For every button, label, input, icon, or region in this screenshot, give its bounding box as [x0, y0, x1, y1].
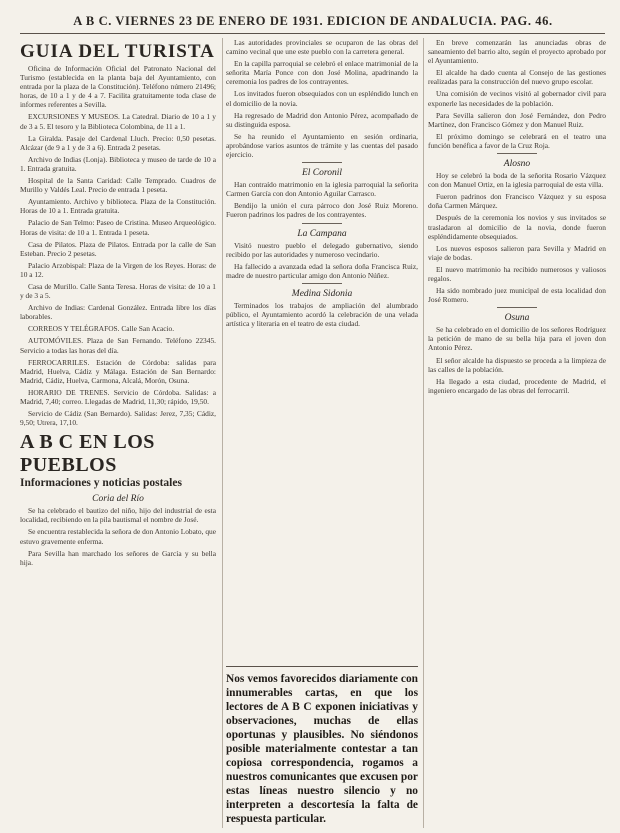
town-heading: Coria del Río — [92, 494, 144, 505]
paragraph: La Giralda. Pasaje del Cardenal Lluch. Precio: 0,50 pesetas. Alcázar (de 9 a 1 y de 3 a 6). Entrada 2 pesetas. — [20, 133, 216, 152]
paragraph: El alcalde ha dado cuenta al Consejo de las gestiones realizadas para la construcción del nuevo grupo escolar. — [428, 68, 606, 87]
column-1 — [20, 38, 216, 830]
header-rule — [20, 33, 605, 34]
paragraph: Después de la ceremonia los novios y sus invitados se trasladaron al domicilio de la novia, donde fueron espléndidamente obsequiados. — [428, 213, 606, 241]
column-3 — [428, 38, 606, 830]
paragraph: Ha llegado a esta ciudad, procedente de Madrid, el ingeniero encargado de las obras del ferrocarril. — [428, 376, 606, 395]
paragraph: El próximo domingo se celebrará en el teatro una función benéfica a favor de la Cruz Roja. — [428, 131, 606, 150]
column-2 — [226, 38, 418, 668]
town-heading: La Campana — [297, 228, 347, 239]
paragraph: Fueron padrinos don Francisco Vázquez y su esposa doña Carmen Márquez. — [428, 192, 606, 211]
column-divider — [423, 38, 424, 828]
paragraph: Servicio de Cádiz (San Bernardo). Salidas: Jerez, 7,35; Cádiz, 9,50; Utrera, 17,10. — [20, 409, 216, 428]
readers-notice: Nos vemos favorecidos diariamente con innumerables cartas, en que los lectores de A B C exponen iniciativas y observaciones, muchas de ellas oportunas y plausibles. No siéndonos posible materialmente contestar a tan copiosa correspondencia, rogamos a nuestros comunicantes que excusen por estas líneas nuestro silencio y no interpreten a descortesía la falta de respuesta particular. — [226, 673, 418, 825]
paragraph: Bendijo la unión el cura párroco don José Ruiz Moreno. Fueron padrinos los padres de los contrayentes. — [226, 201, 418, 220]
paragraph: Se ha reunido el Ayuntamiento en sesión ordinaria, aprobándose varios asuntos de trámite y las cuentas del pasado ejercicio. — [226, 131, 418, 160]
guide-title: GUIA DEL TURISTA — [20, 41, 215, 62]
divider — [302, 283, 342, 284]
town-heading: El Coronil — [301, 168, 343, 179]
paragraph: Casa de Murillo. Calle Santa Teresa. Horas de visita: de 10 a 1 y de 3 a 5. — [20, 281, 216, 301]
paragraph: HORARIO DE TRENES. Servicio de Córdoba. Salidas: a Madrid, 7,40; correo. Llegadas de Madrid, 11,30; rápido, 19,50. — [20, 387, 216, 406]
paragraph: El señor alcalde ha dispuesto se proceda a la limpieza de las calles de la población. — [428, 355, 606, 374]
paragraph: FERROCARRILES. Estación de Córdoba: salidas para Madrid, Huelva, Cádiz y Málaga. Estación de San Bernardo: Madrid, Cádiz, Huelva, Carmona, Alcalá, Morón, Osuna. — [20, 357, 216, 385]
paragraph: Las autoridades provinciales se ocuparon de las obras del camino vecinal que une este pueblo con la carretera general. — [226, 38, 418, 57]
paragraph: Para Sevilla han marchado los señores de García y su bella hija. — [20, 548, 216, 567]
paragraph: Visitó nuestro pueblo el delegado gubernativo, siendo recibido por las autoridades y numeroso vecindario. — [226, 240, 418, 259]
notice-rule — [226, 666, 418, 667]
paragraph: Oficina de Información Oficial del Patronato Nacional del Turismo (establecida en la planta baja del Ayuntamiento, con entrada por la plaza de la Constitución). Teléfono número 21496; horas, de 10 a 1 y de 4 a 7. Facilita gratuitamente toda clase de informes referentes a Sevilla. — [20, 64, 216, 110]
divider — [497, 153, 537, 154]
divider — [302, 223, 342, 224]
page-header: A B C. VIERNES 23 DE ENERO DE 1931. EDICION DE ANDALUCIA. PAG. 46. — [73, 14, 553, 28]
paragraph: Archivo de Indias: Cardenal González. Entrada libre los días laborables. — [20, 303, 216, 322]
paragraph: Para Sevilla salieron don José Fernández, don Pedro Martínez, don Francisco Gómez y don Manuel Ruiz. — [428, 110, 606, 129]
divider — [497, 307, 537, 308]
paragraph: Ha fallecido a avanzada edad la señora doña Francisca Ruiz, madre de nuestro particular amigo don Antonio Núñez. — [226, 261, 418, 280]
paragraph: Hospital de la Santa Caridad: Calle Temprado. Cuadros de Murillo y Valdés Leal. Precio de entrada 1 peseta. — [20, 176, 216, 195]
town-heading: Medina Sidonia — [291, 288, 353, 299]
paragraph: Se ha celebrado en el domicilio de los señores Rodríguez la petición de mano de su bella hija para el joven don Antonio Pérez. — [428, 325, 606, 353]
paragraph: Los invitados fueron obsequiados con un espléndido lunch en el domicilio de la novia. — [226, 89, 418, 108]
paragraph: En breve comenzarán las anunciadas obras de saneamiento del barrio alto, según el proyecto aprobado por el Ayuntamiento. — [428, 38, 606, 66]
paragraph: AUTOMÓVILES. Plaza de San Fernando. Teléfono 22345. Servicio a todas las horas del día. — [20, 336, 216, 355]
town-heading: Alosno — [503, 159, 531, 170]
paragraph: Una comisión de vecinos visitó al gobernador civil para exponerle las necesidades de la población. — [428, 89, 606, 108]
paragraph: EXCURSIONES Y MUSEOS. La Catedral. Diario de 10 a 1 y de 3 a 5. El tesoro y la Biblioteca Colombina, de 11 a 1. — [20, 112, 216, 131]
paragraph: Los nuevos esposos salieron para Sevilla y Madrid en viaje de bodas. — [428, 243, 606, 262]
paragraph: Terminados los trabajos de ampliación del alumbrado público, el Ayuntamiento acordó la celebración de una velada artística y literaria en el teatro de esta ciudad. — [226, 300, 418, 329]
paragraph: Han contraído matrimonio en la iglesia parroquial la señorita Carmen García con don Antonio Aguilar Carrasco. — [226, 180, 418, 199]
column-divider — [222, 38, 223, 828]
paragraph: CORREOS Y TELÉGRAFOS. Calle San Acacio. — [28, 324, 175, 334]
paragraph: Se ha celebrado el bautizo del niño, hijo del industrial de esta localidad, recibiendo en la pila bautismal el nombre de José. — [20, 506, 216, 525]
town-heading: Osuna — [504, 313, 530, 324]
section-subtitle: Informaciones y noticias postales — [20, 477, 182, 490]
section-title: A B C EN LOS PUEBLOS — [20, 431, 155, 477]
paragraph: Archivo de Indias (Lonja). Biblioteca y museo de tarde de 10 a 1. Entrada gratuita. — [20, 154, 216, 173]
paragraph: Se encuentra restablecida la señora de don Antonio Lobato, que estuvo gravemente enferma. — [20, 527, 216, 546]
paragraph: Hoy se celebró la boda de la señorita Rosario Vázquez con don Manuel Ortiz, en la iglesia parroquial de esta villa. — [428, 171, 606, 190]
divider — [302, 162, 342, 163]
paragraph: El nuevo matrimonio ha recibido numerosos y valiosos regalos. — [428, 264, 606, 283]
paragraph: Casa de Pilatos. Plaza de Pilatos. Entrada por la calle de San Esteban. Precio 2 pesetas. — [20, 239, 216, 258]
paragraph: Palacio Arzobispal: Plaza de la Virgen de los Reyes. Horas: de 10 a 12. — [20, 260, 216, 279]
paragraph: Ayuntamiento. Archivo y biblioteca. Plaza de la Constitución. Horas de 10 a 1. Entrada gratuita. — [20, 197, 216, 216]
paragraph: Ha regresado de Madrid don Antonio Pérez, acompañado de su distinguida esposa. — [226, 110, 418, 129]
paragraph: En la capilla parroquial se celebró el enlace matrimonial de la señorita María Ponce con don José Molina, apadrinando la ceremonia los padres de los contrayentes. — [226, 59, 418, 87]
paragraph: Ha sido nombrado juez municipal de esta localidad don José Romero. — [428, 286, 606, 305]
paragraph: Palacio de San Telmo: Paseo de Cristina. Museo Arqueológico. Horas de visita: de 10 a 1. Entrada 1 peseta. — [20, 218, 216, 237]
